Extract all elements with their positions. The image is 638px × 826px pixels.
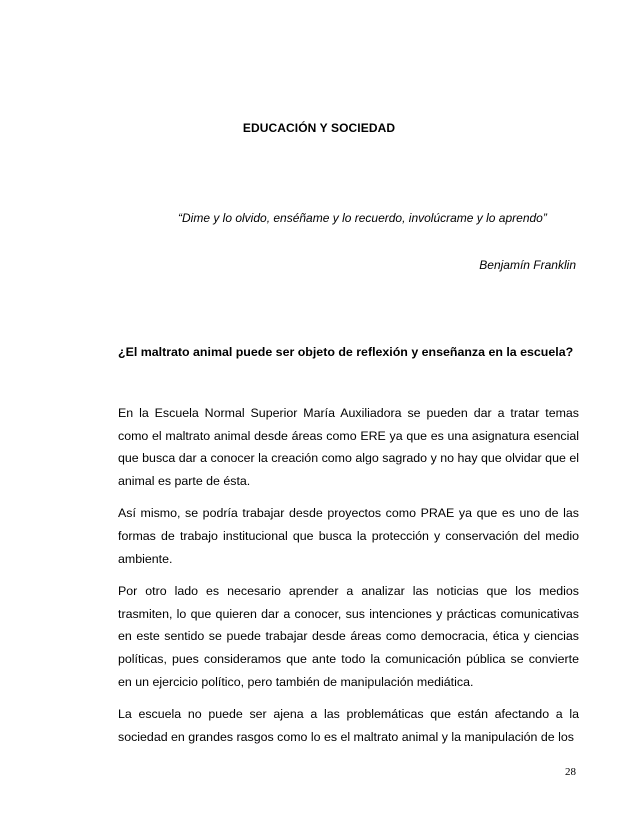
paragraph: Por otro lado es necesario aprender a analizar las noticias que los medios trasmiten, lo que quieren dar a conocer, sus intenciones y prácticas comunicativas en este sentido se puede trabajar desde áreas como democracia, ética y ciencias políticas, pues consideramos que ante todo la comunicación pública se convierte en un ejercicio político, pero también de manipulación mediática. — [118, 584, 579, 689]
page-number: 28 — [565, 766, 576, 778]
epigraph-quote: “Dime y lo olvido, enséñame y lo recuerdo, involúcrame y lo aprendo” — [178, 211, 547, 225]
paragraph: Así mismo, se podría trabajar desde proyectos como PRAE ya que es uno de las formas de trabajo institucional que busca la protección y conservación del medio ambiente. — [118, 506, 579, 566]
page-title: EDUCACIÓN Y SOCIEDAD — [242, 121, 396, 135]
paragraph: En la Escuela Normal Superior María Auxiliadora se pueden dar a tratar temas como el maltrato animal desde áreas como ERE ya que es una asignatura esencial que busca dar a conocer la creación como algo sagrado y no hay que olvidar que el animal es parte de ésta. — [118, 406, 579, 488]
body-text — [118, 402, 579, 758]
paragraph: La escuela no puede ser ajena a las problemáticas que están afectando a la sociedad en grandes rasgos como lo es el maltrato animal y la manipulación de los — [118, 707, 579, 744]
section-question: ¿El maltrato animal puede ser objeto de reflexión y enseñanza en la escuela? — [118, 345, 574, 359]
epigraph-author: Benjamín Franklin — [479, 258, 576, 272]
